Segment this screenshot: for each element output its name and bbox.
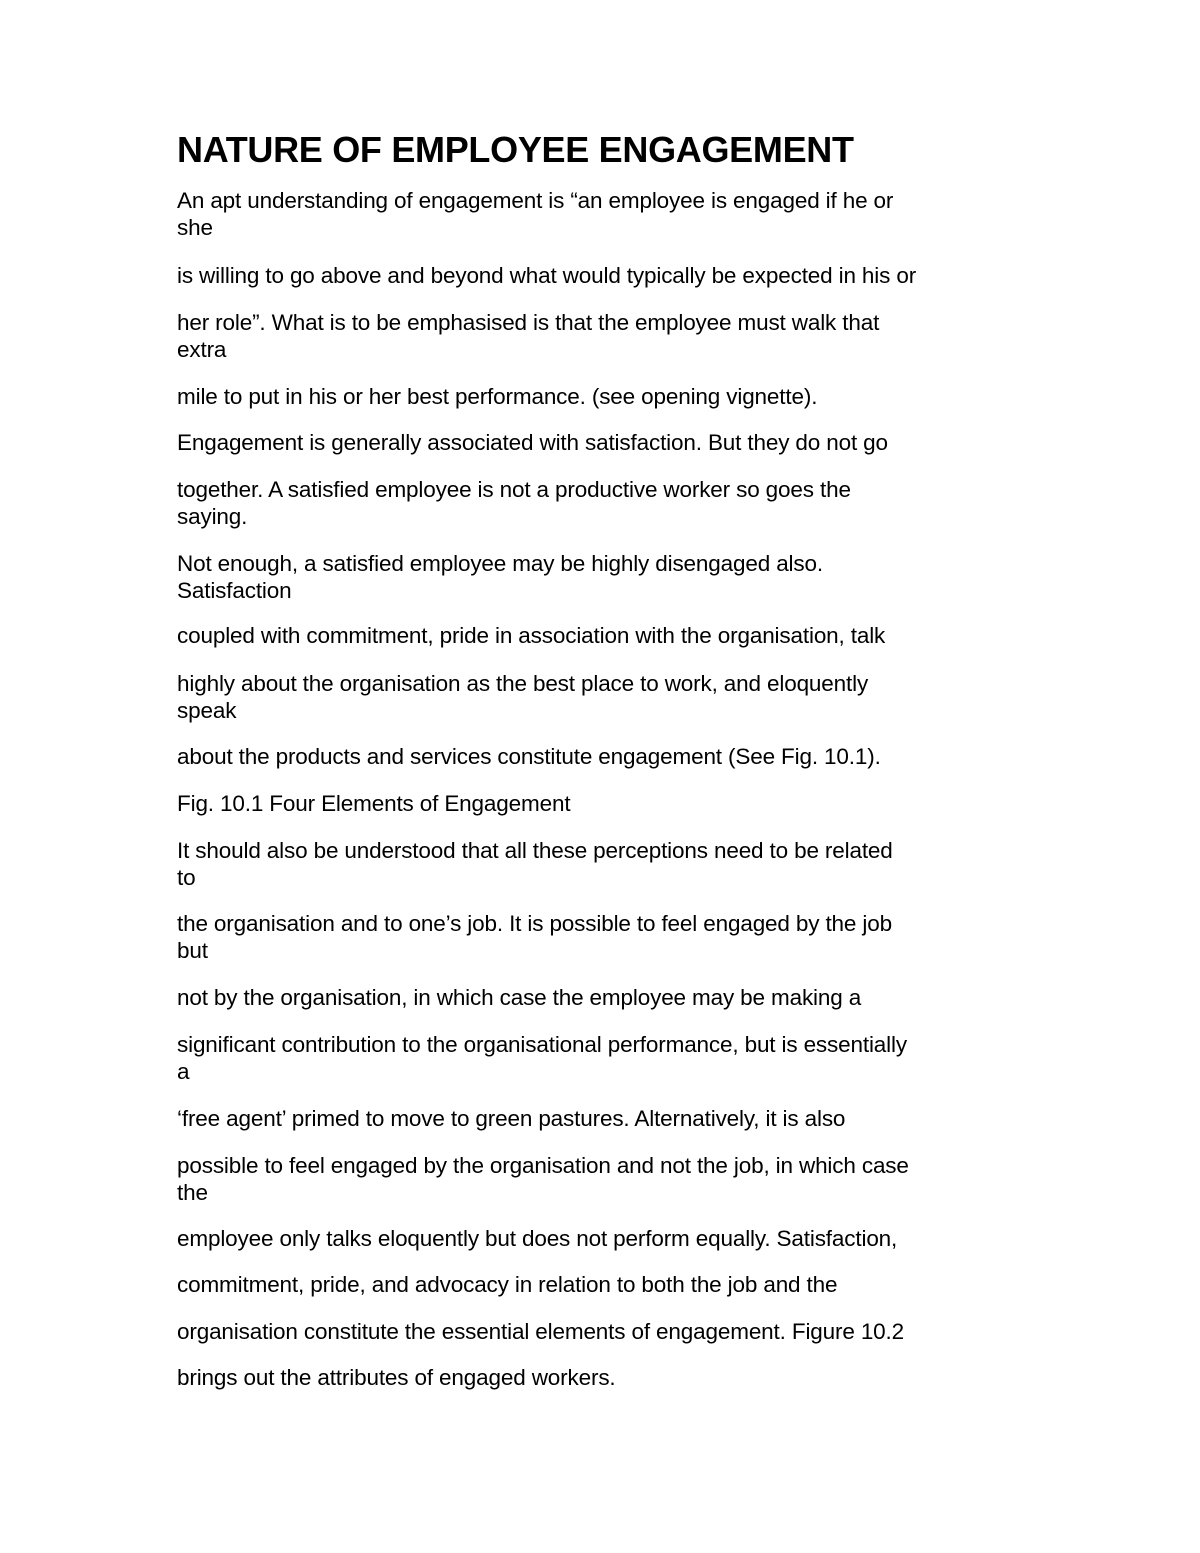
paragraph: together. A satisfied employee is not a productive worker so goes the saying. (177, 477, 851, 529)
paragraph: significant contribution to the organisational performance, but is essentially a (177, 1032, 907, 1084)
paragraph: highly about the organisation as the best place to work, and eloquently speak (177, 671, 869, 723)
figure-caption: Fig. 10.1 Four Elements of Engagement (177, 791, 571, 816)
paragraph: It should also be understood that all these perceptions need to be related to (177, 838, 893, 890)
paragraph: mile to put in his or her best performance. (see opening vignette). (177, 384, 818, 409)
paragraph: organisation constitute the essential elements of engagement. Figure 10.2 (177, 1319, 905, 1344)
paragraph: Engagement is generally associated with satisfaction. But they do not go (177, 430, 888, 455)
paragraph: brings out the attributes of engaged workers. (177, 1365, 616, 1390)
paragraph: commitment, pride, and advocacy in relation to both the job and the (177, 1272, 838, 1297)
paragraph: possible to feel engaged by the organisation and not the job, in which case the (177, 1153, 909, 1205)
paragraph: about the products and services constitute engagement (See Fig. 10.1). (177, 744, 881, 769)
paragraph: ‘free agent’ primed to move to green pastures. Alternatively, it is also (177, 1106, 846, 1131)
paragraph: coupled with commitment, pride in association with the organisation, talk (177, 623, 886, 648)
paragraph: not by the organisation, in which case the employee may be making a (177, 985, 862, 1010)
paragraph: Not enough, a satisfied employee may be highly disengaged also. Satisfaction (177, 551, 823, 603)
paragraph: her role”. What is to be emphasised is that the employee must walk that extra (177, 310, 880, 362)
paragraph: the organisation and to one’s job. It is possible to feel engaged by the job but (177, 911, 892, 963)
paragraph: is willing to go above and beyond what would typically be expected in his or (177, 263, 917, 288)
document-title: NATURE OF EMPLOYEE ENGAGEMENT (177, 129, 854, 170)
paragraph: employee only talks eloquently but does not perform equally. Satisfaction, (177, 1226, 898, 1251)
paragraph: An apt understanding of engagement is “an employee is engaged if he or she (177, 188, 894, 240)
